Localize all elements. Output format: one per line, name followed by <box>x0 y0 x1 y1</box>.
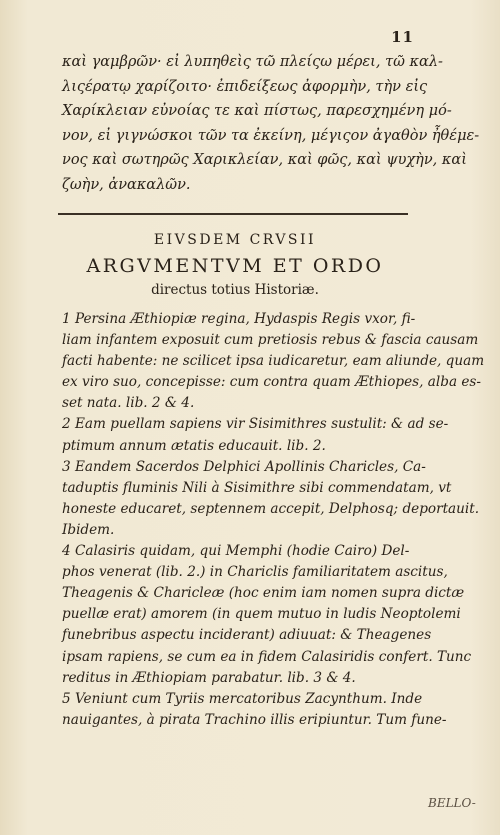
greek-line: λιςέρατῳ χαρίζοιτο· ἐπιδείξεως ἀφορμὴν, τὴν εἰς <box>62 78 428 95</box>
latin-line: 5 Veniunt cum Tyriis mercatoribus Zacynthum. Inde <box>62 690 423 707</box>
latin-line: ex viro suo, concepisse: cum contra quam Æthiopes, alba es- <box>62 374 481 391</box>
latin-line: ptimum annum ætatis educauit. lib. 2. <box>62 437 326 454</box>
latin-line: ipsam rapiens, se cum ea in fidem Calasiridis confert. Tunc <box>62 648 472 665</box>
catchword: BELLO- <box>428 796 476 810</box>
latin-line: facti habente: ne scilicet ipsa iudicaretur, eam aliunde, quam <box>62 353 485 370</box>
latin-line: honeste educaret, septennem accepit, Delphosq; deportauit. <box>62 500 480 517</box>
heading-subtitle: directus totius Historiæ. <box>151 282 319 298</box>
latin-line: 3 Eandem Sacerdos Delphici Apollinis Charicles, Ca- <box>62 458 426 475</box>
latin-line: taduptis fluminis Nili à Sisimithre sibi commendatam, vt <box>62 479 452 496</box>
latin-line: reditus in Æthiopiam parabatur. lib. 3 & 4. <box>62 669 356 686</box>
latin-line: liam infantem exposuit cum pretiosis rebus & fascia causam <box>62 332 479 349</box>
greek-line: νον, εἰ γιγνώσκοι τῶν τα ἐκείνη, μέγιςον ἀγαθὸν ἦθέμε- <box>62 127 480 144</box>
greek-line: ζωὴν, ἀνακαλῶν. <box>62 176 191 193</box>
latin-line: phos venerat (lib. 2.) in Chariclis familiaritatem ascitus, <box>62 564 448 581</box>
greek-line: νος καὶ σωτηρῶς Χαρικλείαν, καὶ φῶς, καὶ ψυχὴν, καὶ <box>62 152 467 169</box>
greek-text-block <box>62 50 480 198</box>
section-divider <box>58 213 408 215</box>
page-number: 11 <box>391 28 414 46</box>
latin-line: nauigantes, à pirata Trachino illis eripiuntur. Tum fune- <box>62 711 447 728</box>
latin-line: Ibidem. <box>62 521 115 538</box>
latin-line: set nata. lib. 2 & 4. <box>62 395 195 412</box>
latin-line: puellæ erat) amorem (in quem mutuo in ludis Neoptolemi <box>62 606 461 623</box>
greek-line: Χαρίκλειαν εὐνοίας τε καὶ πίστως, παρεσχημένη μό- <box>62 103 452 120</box>
latin-line: funebribus aspectu inciderant) adiuuat: & Theagenes <box>62 627 432 644</box>
latin-line: 2 Eam puellam sapiens vir Sisimithres sustulit: & ad se- <box>62 416 449 433</box>
latin-line: 4 Calasiris quidam, qui Memphi (hodie Cairo) Del- <box>62 543 410 560</box>
latin-text-block <box>62 309 485 731</box>
heading-title: ARGVMENTVM ET ORDO <box>86 255 384 277</box>
latin-line: 1 Persina Æthiopiæ regina, Hydaspis Regis vxor, fi- <box>62 311 416 327</box>
heading-author: EIVSDEM CRVSII <box>153 232 317 248</box>
latin-line: Theagenis & Charicleæ (hoc enim iam nomen supra dictæ <box>62 585 465 602</box>
greek-line: καὶ γαμβρῶν· εἰ λυπηθεὶς τῶ πλείςω μέρει, τῶ καλ- <box>62 54 443 70</box>
